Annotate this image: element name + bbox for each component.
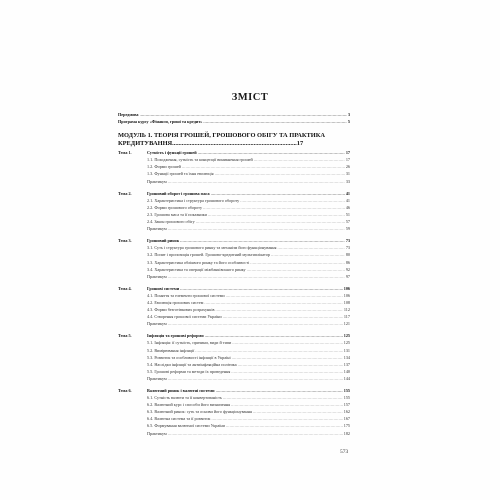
leader-dots: [208, 211, 345, 218]
subentry-page: 131: [343, 347, 350, 353]
table-of-contents: [118, 111, 350, 437]
subentry-label: Практикум: [147, 273, 167, 279]
toc-subentry: [118, 320, 350, 327]
subentry-page: 46: [345, 204, 350, 210]
subentry-page: 175: [343, 423, 350, 429]
topic-page: 106: [343, 285, 350, 291]
toc-subentry: [118, 401, 350, 408]
leader-dots: [211, 415, 342, 422]
subentry-page: 137: [343, 361, 350, 367]
subentry-page: 108: [343, 299, 350, 305]
toc-subentry: [118, 273, 350, 280]
subentry-label: 6.5. Формування валютної системи України: [147, 423, 225, 429]
topics-list: [118, 149, 350, 436]
subentry-label: Практикум: [147, 321, 167, 327]
subentry-page: 121: [343, 321, 350, 327]
topic-title: Грошові системи: [147, 285, 180, 291]
subentry-label: Практикум: [147, 430, 167, 436]
topic-number: Тема 6.: [118, 388, 132, 393]
toc-subentry: [118, 251, 350, 258]
subentry-label: 5.2. Вимірювання інфляції: [147, 347, 195, 353]
toc-subentry: [118, 408, 350, 415]
subentry-page: 17: [345, 157, 350, 163]
leader-dots: [240, 197, 345, 204]
subentry-page: 117: [343, 314, 350, 320]
subentry-label: 3.2. Попит і пропозиція грошей. Грошово-кредитний мультиплікатор: [147, 252, 271, 258]
subentry-label: 4.4. Створення грошової системи України: [147, 314, 222, 320]
leader-dots: [223, 313, 343, 320]
toc-subentry: [118, 368, 350, 375]
toc-subentry: [118, 430, 350, 437]
subentry-page: 97: [345, 273, 350, 279]
leader-dots: [254, 156, 345, 163]
page-title: ЗМІСТ: [231, 92, 269, 103]
toc-subentry: [118, 225, 350, 232]
toc-subentry: [118, 244, 350, 251]
leader-dots: [196, 218, 345, 225]
toc-entry-label: Програма курсу «Фінанси, гроші та кредит»: [118, 119, 203, 125]
topic-page: 41: [345, 190, 350, 196]
leader-dots: [168, 225, 345, 232]
subentry-label: 4.3. Форми безготівкових розрахунків: [147, 307, 215, 313]
subentry-page: 80: [345, 252, 350, 258]
leader-dots: [223, 394, 343, 401]
subentry-page: 167: [343, 416, 350, 422]
leader-dots: [203, 204, 345, 211]
toc-entry-preface: [118, 111, 350, 118]
leader-dots: [168, 273, 345, 280]
leader-dots: [168, 320, 343, 327]
leader-dots: [198, 149, 345, 156]
leader-dots: [250, 259, 345, 266]
subentry-label: Практикум: [147, 375, 167, 381]
toc-topic-heading: [118, 387, 350, 394]
subentry-page: 140: [343, 368, 350, 374]
toc-subentry: [118, 394, 350, 401]
subentry-label: 5.1. Інфляція: її сутність, причини, види й типи: [147, 340, 232, 346]
leader-dots: [203, 118, 347, 125]
subentry-label: 2.2. Форми грошового обороту: [147, 204, 203, 210]
page-number: 573: [340, 449, 349, 455]
subentry-page: 33: [345, 178, 350, 184]
subentry-page: 26: [345, 164, 350, 170]
toc-subentry: [118, 178, 350, 185]
subentry-label: 5.5. Грошові реформи та методи їх проведення: [147, 368, 231, 374]
subentry-label: 4.2. Еволюція грошових систем: [147, 299, 204, 305]
leader-dots: [168, 430, 343, 437]
toc-subentry: [118, 197, 350, 204]
subentry-label: 6.3. Валютний ринок: суть та основи його функціонування: [147, 409, 252, 415]
leader-dots: [182, 163, 345, 170]
toc-subentry: [118, 292, 350, 299]
subentry-page: 162: [343, 409, 350, 415]
toc-topic-heading: [118, 149, 350, 156]
toc-subentry: [118, 299, 350, 306]
leader-dots: [140, 111, 347, 118]
subentry-page: 59: [345, 226, 350, 232]
toc-subentry: [118, 339, 350, 346]
leader-dots: [216, 387, 343, 394]
topic-title: Сутність і функції грошей: [147, 150, 197, 156]
leader-dots: [232, 354, 343, 361]
toc-subentry: [118, 354, 350, 361]
subentry-label: 6.2. Валютний курс і способи його визначення: [147, 402, 230, 408]
subentry-label: 6.1. Сутність валюти та її конвертованість: [147, 395, 222, 401]
subentry-label: 5.3. Розвиток та особливості інфляції в Україні: [147, 354, 231, 360]
subentry-label: 3.4. Характеристика та операції міжбанківського ринку: [147, 266, 246, 272]
subentry-label: 5.4. Наслідки інфляції та антиінфляційна політика: [147, 361, 237, 367]
topic-title: Грошовий оборот і грошова маса: [147, 190, 210, 196]
toc-entry-program: [118, 118, 350, 125]
topic-number: Тема 3.: [118, 238, 132, 244]
leader-dots: [247, 266, 345, 273]
topic-title: Грошовий ринок: [147, 238, 180, 244]
leader-dots: [168, 178, 345, 185]
subentry-label: 3.1. Суть і структура грошового ринку та механізм його функціонування: [147, 245, 277, 251]
module-page: 17: [296, 140, 304, 148]
leader-dots: [231, 401, 343, 408]
toc-subentry: [118, 211, 350, 218]
leader-dots: [168, 375, 343, 382]
leader-dots: [277, 244, 344, 251]
subentry-page: 86: [345, 259, 350, 265]
subentry-page: 144: [343, 375, 350, 381]
toc-subentry: [118, 313, 350, 320]
topic-title: Інфляція та грошові реформи: [147, 333, 204, 339]
subentry-page: 73: [345, 245, 350, 251]
toc-topic-heading: [118, 190, 350, 197]
leader-dots: [271, 251, 345, 258]
leader-dots: [232, 339, 342, 346]
toc-subentry: [118, 361, 350, 368]
toc-topic-heading: [118, 237, 350, 244]
subentry-page: 112: [343, 307, 350, 313]
topic-number: Тема 5.: [118, 333, 132, 339]
toc-subentry: [118, 204, 350, 211]
subentry-label: 1.1. Походження, сутність та концепції виникнення грошей: [147, 157, 253, 163]
toc-subentry: [118, 170, 350, 177]
toc-subentry: [118, 259, 350, 266]
toc-subentry: [118, 156, 350, 163]
leader-dots: [180, 237, 345, 244]
topic-number: Тема 1.: [118, 150, 132, 156]
subentry-page: 106: [343, 292, 350, 298]
toc-subentry: [118, 163, 350, 170]
toc-subentry: [118, 422, 350, 429]
leader-dots: [238, 361, 343, 368]
subentry-label: 1.2. Форми грошей: [147, 164, 181, 170]
leader-dots: [253, 408, 343, 415]
subentry-page: 41: [345, 197, 350, 203]
leader-dots: [211, 190, 345, 197]
leader-dots: [215, 170, 345, 177]
subentry-page: 51: [345, 211, 350, 217]
toc-entry-page: 5: [347, 119, 350, 125]
subentry-page: 57: [345, 219, 350, 225]
toc-subentry: [118, 218, 350, 225]
leader-dots: [226, 292, 343, 299]
toc-subentry: [118, 306, 350, 313]
toc-subentry: [118, 375, 350, 382]
toc-entry-page: 3: [347, 112, 350, 117]
toc-subentry: [118, 415, 350, 422]
topic-page: 125: [343, 333, 350, 339]
subentry-label: Практикум: [147, 226, 167, 232]
subentry-page: 92: [345, 266, 350, 272]
toc-subentry: [118, 347, 350, 354]
toc-topic-heading: [118, 285, 350, 292]
topic-number: Тема 4.: [118, 285, 132, 291]
subentry-label: 2.4. Закон грошового обігу: [147, 219, 195, 225]
subentry-label: 6.4. Валютна система та її розвиток: [147, 416, 211, 422]
subentry-label: 2.1. Характеристика і структура грошового обороту: [147, 197, 240, 203]
leader-dots: [231, 368, 342, 375]
subentry-label: Практикум: [147, 178, 167, 184]
toc-subentry: [118, 266, 350, 273]
leader-dots: [180, 285, 343, 292]
subentry-page: 31: [345, 171, 350, 177]
topic-page: 73: [345, 238, 350, 244]
toc-entry-label: Передмова: [118, 112, 139, 117]
leader-dots: [226, 422, 343, 429]
subentry-label: 3.3. Характеристика обліквого ринку та його особливості: [147, 259, 250, 265]
module-heading: [118, 132, 350, 148]
subentry-label: 4.1. Поняття та елементи грошової системи: [147, 292, 225, 298]
module-title: МОДУЛЬ 1. ТЕОРІЯ ГРОШЕЙ, ГРОШОВОГО ОБІГУ ТА ПРАКТИКА КРЕДИТУВАННЯ: [118, 132, 326, 148]
topic-title: Валютний ринок і валютні системи: [147, 388, 215, 393]
leader-dots: [195, 347, 342, 354]
subentry-label: 2.3. Грошова маса та її показники: [147, 211, 207, 217]
subentry-page: 182: [343, 430, 350, 436]
leader-dots: [204, 299, 342, 306]
leader-dots: ..............................................................................: [172, 140, 297, 148]
leader-dots: [215, 306, 342, 313]
subentry-page: 125: [343, 340, 350, 346]
subentry-page: 155: [343, 395, 350, 401]
toc-topic-heading: [118, 332, 350, 339]
topic-page: 17: [345, 150, 350, 156]
subentry-page: 134: [343, 354, 350, 360]
topic-page: 155: [343, 388, 350, 393]
leader-dots: [205, 332, 343, 339]
subentry-label: 1.3. Функції грошей та їхня еволюція: [147, 171, 214, 177]
subentry-page: 157: [343, 402, 350, 408]
topic-number: Тема 2.: [118, 190, 132, 196]
